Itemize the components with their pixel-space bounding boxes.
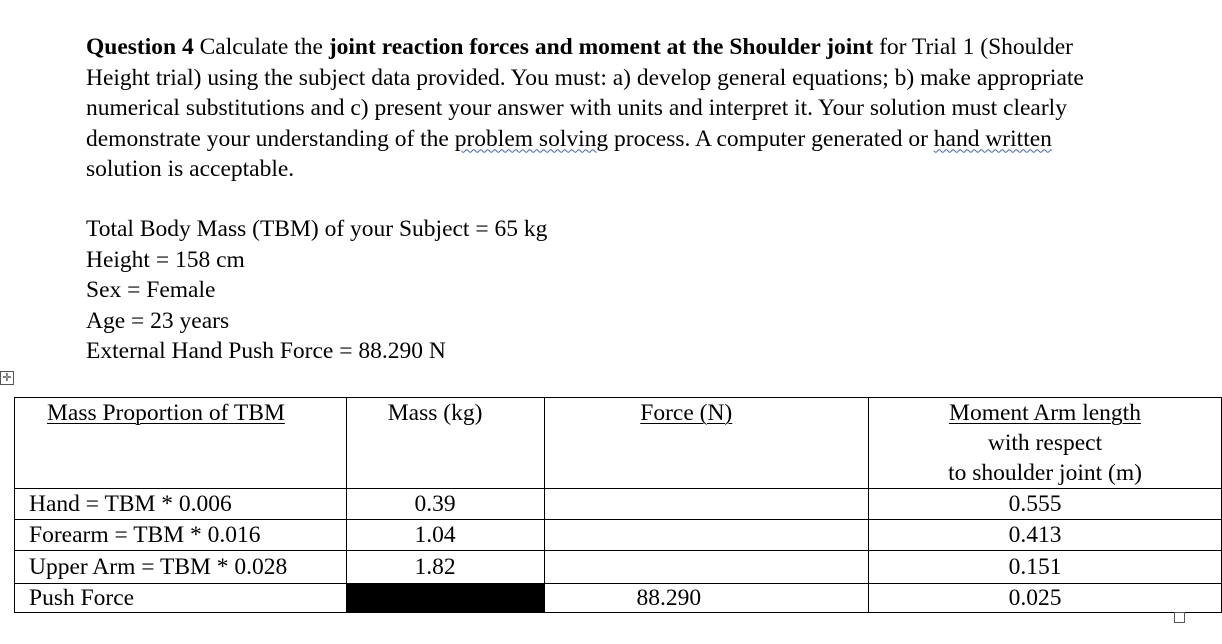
subject-height: Height = 158 cm (86, 246, 245, 273)
question-paragraph (86, 32, 1126, 185)
header-moment-arm[interactable]: Moment Arm length with respect to shoulder joint (m) (869, 398, 1222, 489)
cell-segment-label[interactable]: Forearm = TBM * 0.016 (15, 520, 347, 551)
subject-data (86, 214, 547, 367)
question-text-1: Calculate the (193, 34, 329, 60)
cell-moment-arm[interactable]: 0.555 (869, 489, 1222, 520)
cell-mass[interactable]: 0.39 (346, 489, 544, 520)
segment-data-table (14, 397, 1222, 613)
cell-force[interactable] (544, 489, 869, 520)
spellcheck-underlined-phrase[interactable]: hand written (933, 125, 1052, 152)
table-row (15, 584, 1222, 613)
subject-age: Age = 23 years (86, 307, 230, 334)
cell-segment-label[interactable]: Upper Arm = TBM * 0.028 (15, 551, 347, 584)
total-body-mass: Total Body Mass (TBM) of your Subject = 65 kg (86, 216, 548, 242)
cell-moment-arm[interactable]: 0.151 (869, 551, 1222, 584)
header-force[interactable]: Force (N) (544, 398, 869, 489)
question-text-4: solution is acceptable. (86, 156, 295, 182)
question-text-3: process. A computer generated or (608, 125, 934, 152)
question-label: Question 4 (86, 34, 194, 60)
header-mass-proportion[interactable]: Mass Proportion of TBM (15, 398, 347, 489)
cell-moment-arm[interactable]: 0.413 (869, 520, 1222, 551)
cell-force[interactable] (544, 551, 869, 584)
table-row (15, 520, 1222, 551)
cell-segment-label[interactable]: Push Force (15, 584, 347, 613)
table-row (15, 489, 1222, 520)
table-header-row (15, 398, 1222, 489)
move-arrows-icon[interactable]: ✛ (0, 371, 14, 385)
cell-moment-arm[interactable]: 0.025 (869, 584, 1222, 613)
cell-mass[interactable]: 1.82 (346, 551, 544, 584)
cell-force[interactable]: 88.290 (544, 584, 869, 613)
subject-sex: Sex = Female (86, 277, 216, 303)
cell-mass[interactable]: 1.04 (346, 520, 544, 551)
cell-mass-blackout[interactable] (346, 584, 544, 613)
question-bold-phrase: joint reaction forces and moment at the Shoulder joint (328, 34, 874, 60)
external-push-force: External Hand Push Force = 88.290 N (86, 338, 446, 364)
header-mass[interactable]: Mass (kg) (346, 398, 544, 489)
cell-force[interactable] (544, 520, 869, 551)
question-text-2: for Trial 1 (Shoulder Height trial) using the subject data provided. You must: a) develop general equations; b) make appropriate numerical substitutions and c) present your answer with units and interpret it. Your solution must clearly demonstrate your understanding of the (86, 34, 1084, 152)
cell-segment-label[interactable]: Hand = TBM * 0.006 (15, 489, 347, 520)
table-resize-handle[interactable] (1174, 612, 1185, 623)
spellcheck-underlined-phrase[interactable]: problem solving (454, 125, 609, 152)
table-row (15, 551, 1222, 584)
